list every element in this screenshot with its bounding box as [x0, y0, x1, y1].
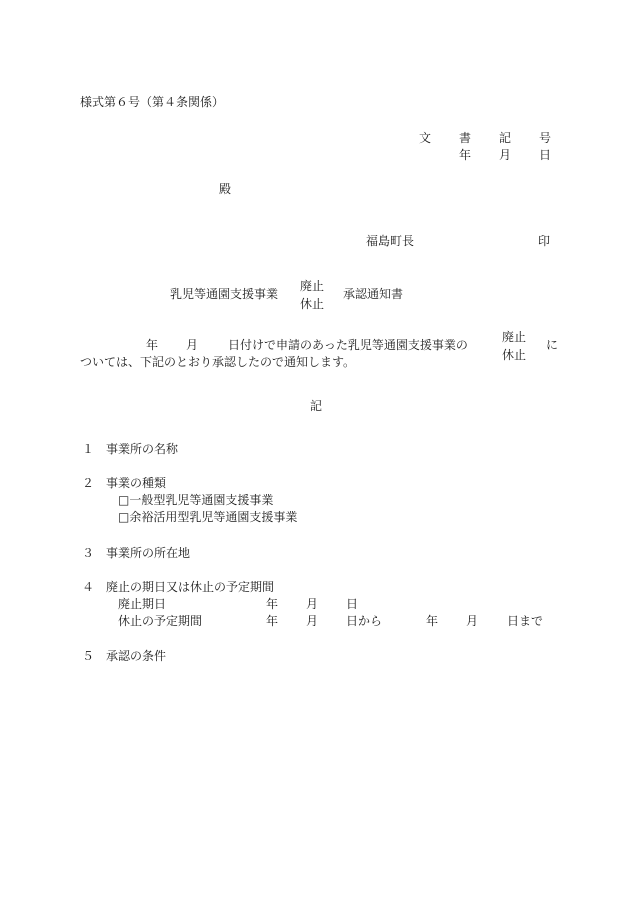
- item1-label: 事業所の名称: [106, 442, 179, 456]
- body-ni: に: [546, 338, 559, 352]
- item4-row1-label: 廃止期日: [118, 597, 167, 611]
- title-option-abolish: 廃止: [300, 279, 325, 293]
- doc-number-ki: 記: [499, 131, 512, 145]
- item2-label: 事業の種類: [106, 476, 167, 490]
- issuer-seal: 印: [538, 234, 551, 248]
- title-suffix: 承認通知書: [343, 287, 404, 301]
- item1-number: １: [82, 442, 95, 456]
- item4-row2-year: 年: [266, 614, 279, 628]
- form-number: 様式第６号（第４条関係）: [80, 95, 225, 109]
- body-option-suspend: 休止: [502, 348, 527, 362]
- body-options: [502, 328, 526, 364]
- item4-label: 廃止の期日又は休止の予定期間: [106, 580, 275, 594]
- body-line2: ついては、下記のとおり承認したので通知します。: [80, 355, 356, 369]
- body-month: 月: [186, 338, 199, 352]
- item4-row1-year: 年: [266, 597, 279, 611]
- item5-number: ５: [82, 649, 95, 663]
- title-prefix: 乳児等通園支援事業: [170, 287, 279, 301]
- item4-row2-year2: 年: [426, 614, 439, 628]
- title-option-suspend: 休止: [300, 297, 325, 311]
- date-month: 月: [499, 148, 512, 162]
- item4-row2-month2: 月: [466, 614, 479, 628]
- ki-heading: 記: [310, 399, 323, 413]
- title-options: [300, 277, 324, 313]
- date-year: 年: [459, 148, 472, 162]
- item4-number: ４: [82, 580, 95, 594]
- item4-row1-day: 日: [346, 597, 359, 611]
- body-year: 年: [146, 338, 159, 352]
- item5-label: 承認の条件: [106, 649, 167, 663]
- item2-option-surplus: □余裕活用型乳児等通園支援事業: [118, 510, 298, 524]
- body-option-abolish: 廃止: [502, 330, 527, 344]
- item4-row2-label: 休止の予定期間: [118, 614, 203, 628]
- item4-row1-month: 月: [306, 597, 319, 611]
- doc-number-go: 号: [539, 131, 552, 145]
- date-day: 日: [539, 148, 552, 162]
- doc-number-bun: 文: [419, 131, 432, 145]
- item2-option-general: □一般型乳児等通園支援事業: [118, 493, 274, 507]
- item4-row2-month: 月: [306, 614, 319, 628]
- doc-number-sho: 書: [459, 131, 472, 145]
- item3-number: ３: [82, 546, 95, 560]
- issuer-name: 福島町長: [366, 234, 415, 248]
- body-line1-text: 日付けで申請のあった乳児等通園支援事業の: [228, 338, 468, 352]
- item2-number: ２: [82, 476, 95, 490]
- item4-row2-from: 日から: [346, 614, 383, 628]
- item3-label: 事業所の所在地: [106, 546, 191, 560]
- addressee-suffix: 殿: [219, 182, 232, 196]
- item4-row2-until: 日まで: [507, 614, 544, 628]
